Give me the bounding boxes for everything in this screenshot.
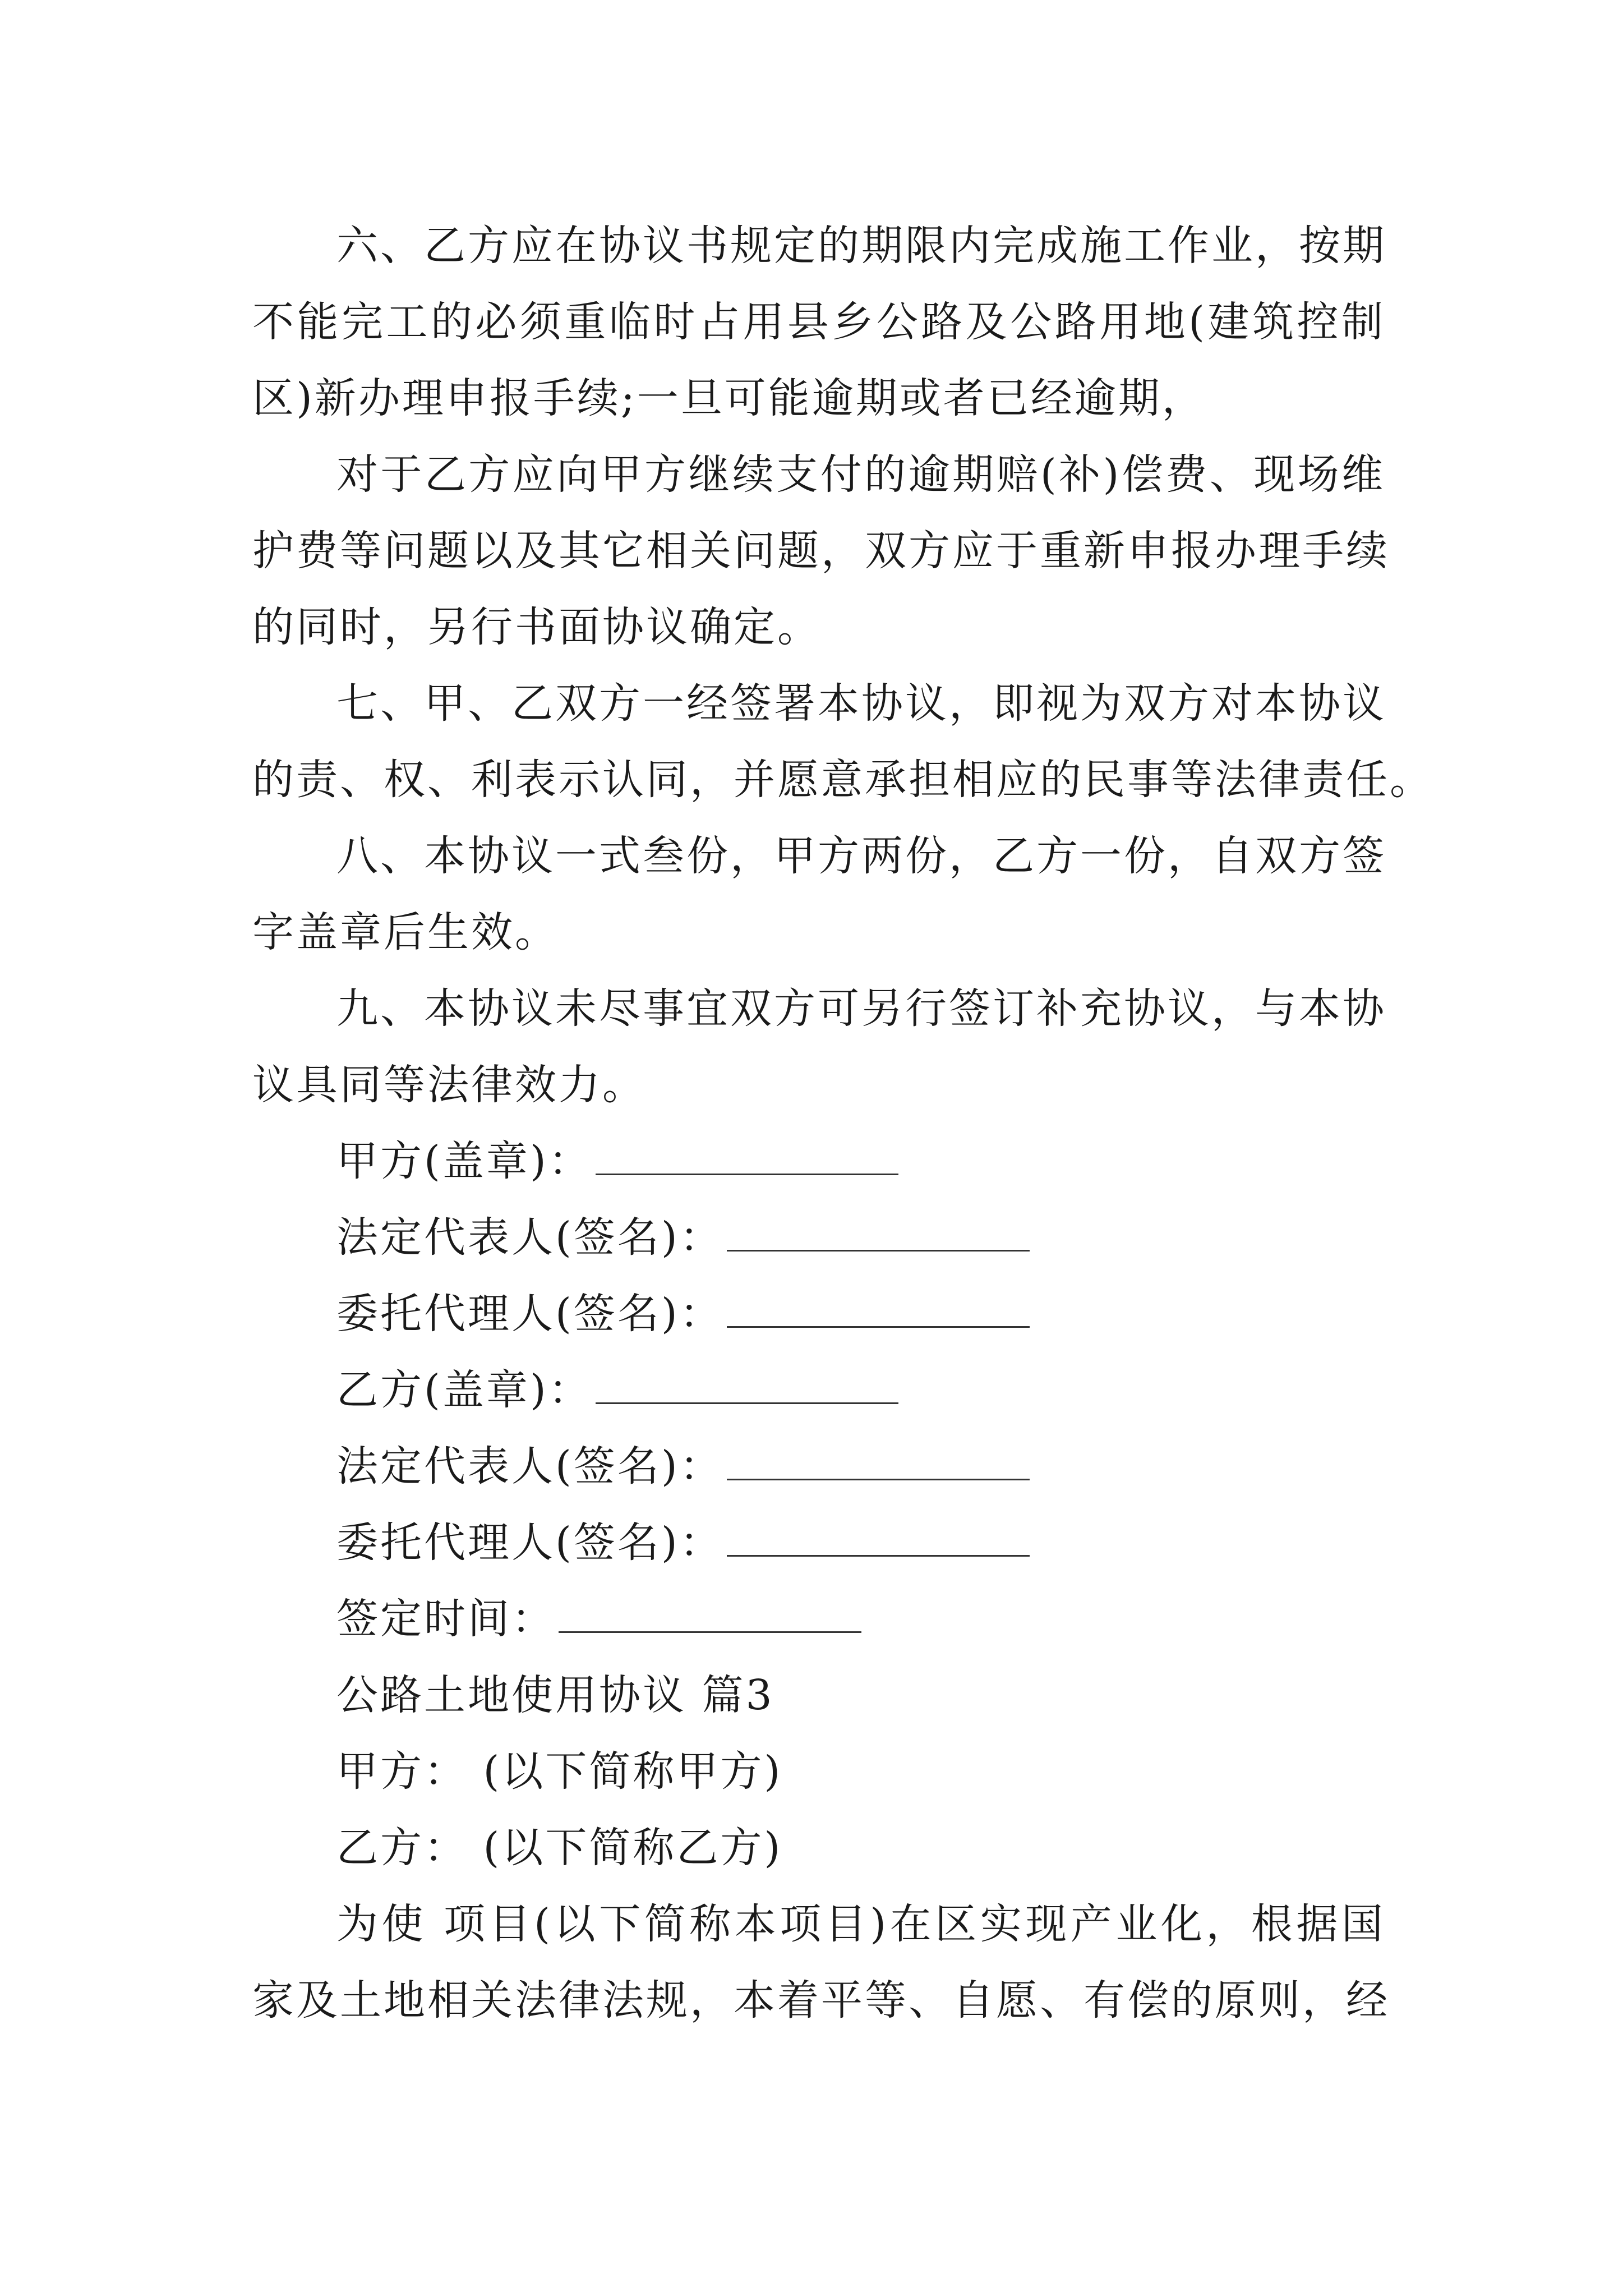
party-b-legal-rep-label: 法定代表人(签名)：: [336, 1442, 723, 1490]
party-a-agent-label: 委托代理人(签名)：: [336, 1290, 723, 1338]
party-a-seal-row: [336, 1123, 898, 1199]
clause-6b-line-3: 的同时，另行书面协议确定。: [252, 603, 821, 651]
party-a-legal-rep-label: 法定代表人(签名)：: [336, 1213, 723, 1262]
party-a-agent-blank[interactable]: [727, 1292, 1030, 1328]
clause-8-line-1: 八、本协议一式叁份，甲方两份，乙方一份，自双方签: [336, 832, 1386, 880]
section-3-heading: 公路土地使用协议 篇3: [336, 1671, 774, 1719]
sign-date-blank[interactable]: [559, 1598, 861, 1633]
party-b-agent-blank[interactable]: [727, 1521, 1030, 1557]
section-3-party-a: 甲方： (以下简称甲方): [336, 1747, 783, 1796]
clause-9-line-1: 九、本协议未尽事宜双方可另行签订补充协议，与本协: [336, 984, 1386, 1033]
party-a-seal-blank[interactable]: [596, 1140, 898, 1175]
section-3-intro-line-1: 为使 项目(以下简称本项目)在区实现产业化，根据国: [336, 1900, 1385, 1948]
party-b-seal-row: [336, 1352, 898, 1428]
section-3-intro-line-2: 家及土地相关法律法规，本着平等、自愿、有偿的原则，经: [252, 1976, 1390, 2024]
party-a-legal-rep-blank[interactable]: [727, 1216, 1030, 1251]
clause-6b-line-1: 对于乙方应向甲方继续支付的逾期赔(补)偿费、现场维: [336, 450, 1385, 499]
clause-7-line-1: 七、甲、乙双方一经签署本协议，即视为双方对本协议: [336, 679, 1386, 728]
party-b-agent-label: 委托代理人(签名)：: [336, 1519, 723, 1567]
party-a-legal-rep-row: [336, 1199, 1030, 1276]
clause-8-line-2: 字盖章后生效。: [252, 908, 559, 956]
clause-6-line-3: 区)新办理申报手续;一旦可能逾期或者已经逾期，: [252, 374, 1206, 422]
party-a-seal-label: 甲方(盖章)：: [336, 1137, 592, 1185]
clause-7-line-2: 的责、权、利表示认同，并愿意承担相应的民事等法律责任。: [252, 756, 1433, 804]
party-a-agent-row: [336, 1276, 1030, 1352]
clause-6-line-1: 六、乙方应在协议书规定的期限内完成施工作业，按期: [336, 222, 1386, 270]
party-b-agent-row: [336, 1504, 1030, 1581]
party-b-seal-label: 乙方(盖章)：: [336, 1366, 592, 1414]
party-b-seal-blank[interactable]: [596, 1369, 898, 1404]
clause-6-line-2: 不能完工的必须重临时占用县乡公路及公路用地(建筑控制: [252, 298, 1385, 346]
party-b-legal-rep-row: [336, 1428, 1030, 1504]
party-b-legal-rep-blank[interactable]: [727, 1445, 1030, 1480]
sign-date-row: [336, 1581, 861, 1657]
sign-date-label: 签定时间：: [336, 1595, 555, 1643]
clause-9-line-2: 议具同等法律效力。: [252, 1061, 646, 1109]
clause-6b-line-2: 护费等问题以及其它相关问题，双方应于重新申报办理手续: [252, 527, 1390, 575]
section-3-party-b: 乙方： (以下简称乙方): [336, 1824, 783, 1872]
